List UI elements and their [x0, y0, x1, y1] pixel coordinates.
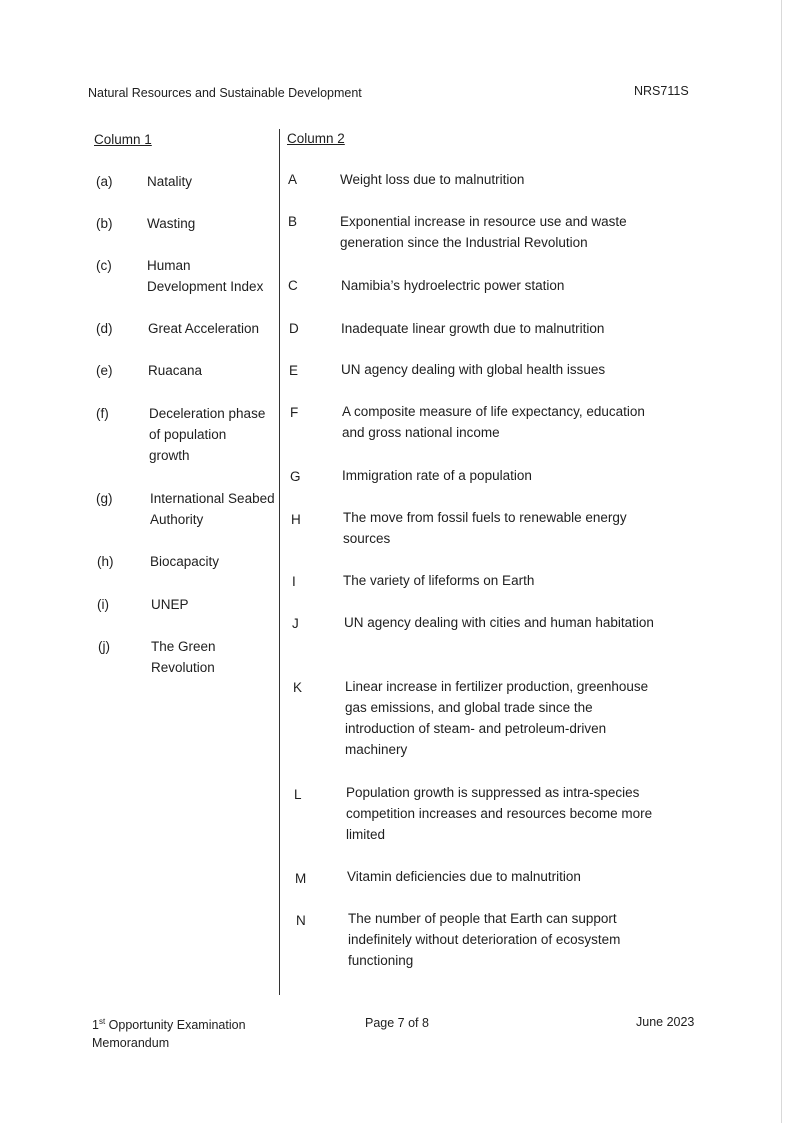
col2-letter-J: J	[292, 616, 299, 631]
course-code: NRS711S	[634, 84, 689, 98]
col2-letter-C: C	[288, 278, 298, 293]
col2-letter-M: M	[295, 871, 307, 886]
column1-heading: Column 1	[94, 132, 152, 147]
footer-memorandum: Memorandum	[92, 1036, 170, 1050]
col2-letter-H: H	[291, 512, 301, 527]
col2-desc-J: UN agency dealing with cities and human habitation	[344, 615, 654, 630]
col2-desc-N-line2: indefinitely without deterioration of ecosystem	[348, 932, 621, 947]
col1-letter-f: (f)	[96, 406, 109, 421]
col2-desc-L-line1: Population growth is suppressed as intra-species	[346, 785, 640, 800]
column2-heading: Column 2	[287, 131, 345, 146]
col2-desc-E: UN agency dealing with global health issues	[341, 362, 606, 377]
footer-opportunity-text: Opportunity Examination	[105, 1018, 246, 1032]
footer-page-number: Page 7 of 8	[365, 1016, 429, 1030]
col1-term-c-line2: Development Index	[147, 279, 264, 294]
col1-letter-g: (g)	[96, 491, 113, 506]
col1-term-d: Great Acceleration	[148, 321, 260, 336]
col2-desc-F-line1: A composite measure of life expectancy, education	[342, 404, 645, 419]
col2-letter-G: G	[290, 469, 301, 484]
col2-desc-C: Namibia’s hydroelectric power station	[341, 278, 565, 293]
col2-desc-H-line1: The move from fossil fuels to renewable energy	[343, 510, 627, 525]
col2-letter-F: F	[290, 405, 299, 420]
footer-opportunity-suffix: st	[98, 1016, 106, 1026]
col1-letter-j: (j)	[98, 639, 110, 654]
col1-term-f-line1: Deceleration phase	[149, 406, 266, 421]
col2-letter-N: N	[296, 913, 306, 928]
col1-letter-c: (c)	[96, 258, 112, 273]
col1-term-e: Ruacana	[148, 363, 203, 378]
col1-term-j-line2: Revolution	[151, 660, 215, 675]
col2-letter-K: K	[293, 680, 303, 695]
col2-letter-E: E	[289, 363, 299, 378]
col1-term-j-line1: The Green	[151, 639, 216, 654]
course-title: Natural Resources and Sustainable Development	[88, 86, 362, 100]
col2-desc-F-line2: and gross national income	[342, 425, 500, 440]
col1-term-b: Wasting	[147, 216, 196, 231]
col1-letter-b: (b)	[96, 216, 113, 231]
col1-term-f-line3: growth	[149, 448, 190, 463]
column-divider	[279, 129, 280, 995]
col2-letter-L: L	[294, 787, 302, 802]
col1-letter-h: (h)	[97, 554, 114, 569]
col1-term-c-line1: Human	[147, 258, 191, 273]
col1-letter-i: (i)	[97, 597, 109, 612]
col2-desc-L-line2: competition increases and resources become more	[346, 806, 653, 821]
col2-desc-B-line2: generation since the Industrial Revolution	[340, 235, 588, 250]
col2-desc-H-line2: sources	[343, 531, 391, 546]
col1-term-i: UNEP	[151, 597, 189, 612]
col1-letter-a: (a)	[96, 174, 113, 189]
col2-letter-I: I	[292, 574, 296, 589]
col2-desc-B-line1: Exponential increase in resource use and waste	[340, 214, 627, 229]
col2-desc-K-line3: introduction of steam- and petroleum-driven	[345, 721, 607, 736]
col2-desc-N-line1: The number of people that Earth can support	[348, 911, 617, 926]
col2-letter-A: A	[288, 172, 298, 187]
col2-desc-L-line3: limited	[346, 827, 386, 842]
col1-term-f-line2: of population	[149, 427, 227, 442]
col2-desc-M: Vitamin deficiencies due to malnutrition	[347, 869, 581, 884]
col2-desc-N-line3: functioning	[348, 953, 414, 968]
col2-desc-K-line2: gas emissions, and global trade since the	[345, 700, 593, 715]
col2-desc-K-line4: machinery	[345, 742, 408, 757]
col1-term-h: Biocapacity	[150, 554, 220, 569]
footer-date: June 2023	[636, 1015, 695, 1029]
col1-term-g-line2: Authority	[150, 512, 204, 527]
footer-opportunity-number: 1	[92, 1018, 99, 1032]
col2-letter-D: D	[289, 321, 299, 336]
col2-desc-D: Inadequate linear growth due to malnutrition	[341, 321, 605, 336]
col2-desc-I: The variety of lifeforms on Earth	[343, 573, 535, 588]
col2-desc-K-line1: Linear increase in fertilizer production, greenhouse	[345, 679, 649, 694]
col2-desc-A: Weight loss due to malnutrition	[340, 172, 525, 187]
col1-letter-e: (e)	[96, 363, 113, 378]
col1-letter-d: (d)	[96, 321, 113, 336]
col1-term-a: Natality	[147, 174, 193, 189]
col2-desc-G: Immigration rate of a population	[342, 468, 532, 483]
footer-opportunity	[92, 1016, 246, 1035]
page-edge	[781, 0, 782, 1123]
col2-letter-B: B	[288, 214, 298, 229]
col1-term-g-line1: International Seabed	[150, 491, 275, 506]
